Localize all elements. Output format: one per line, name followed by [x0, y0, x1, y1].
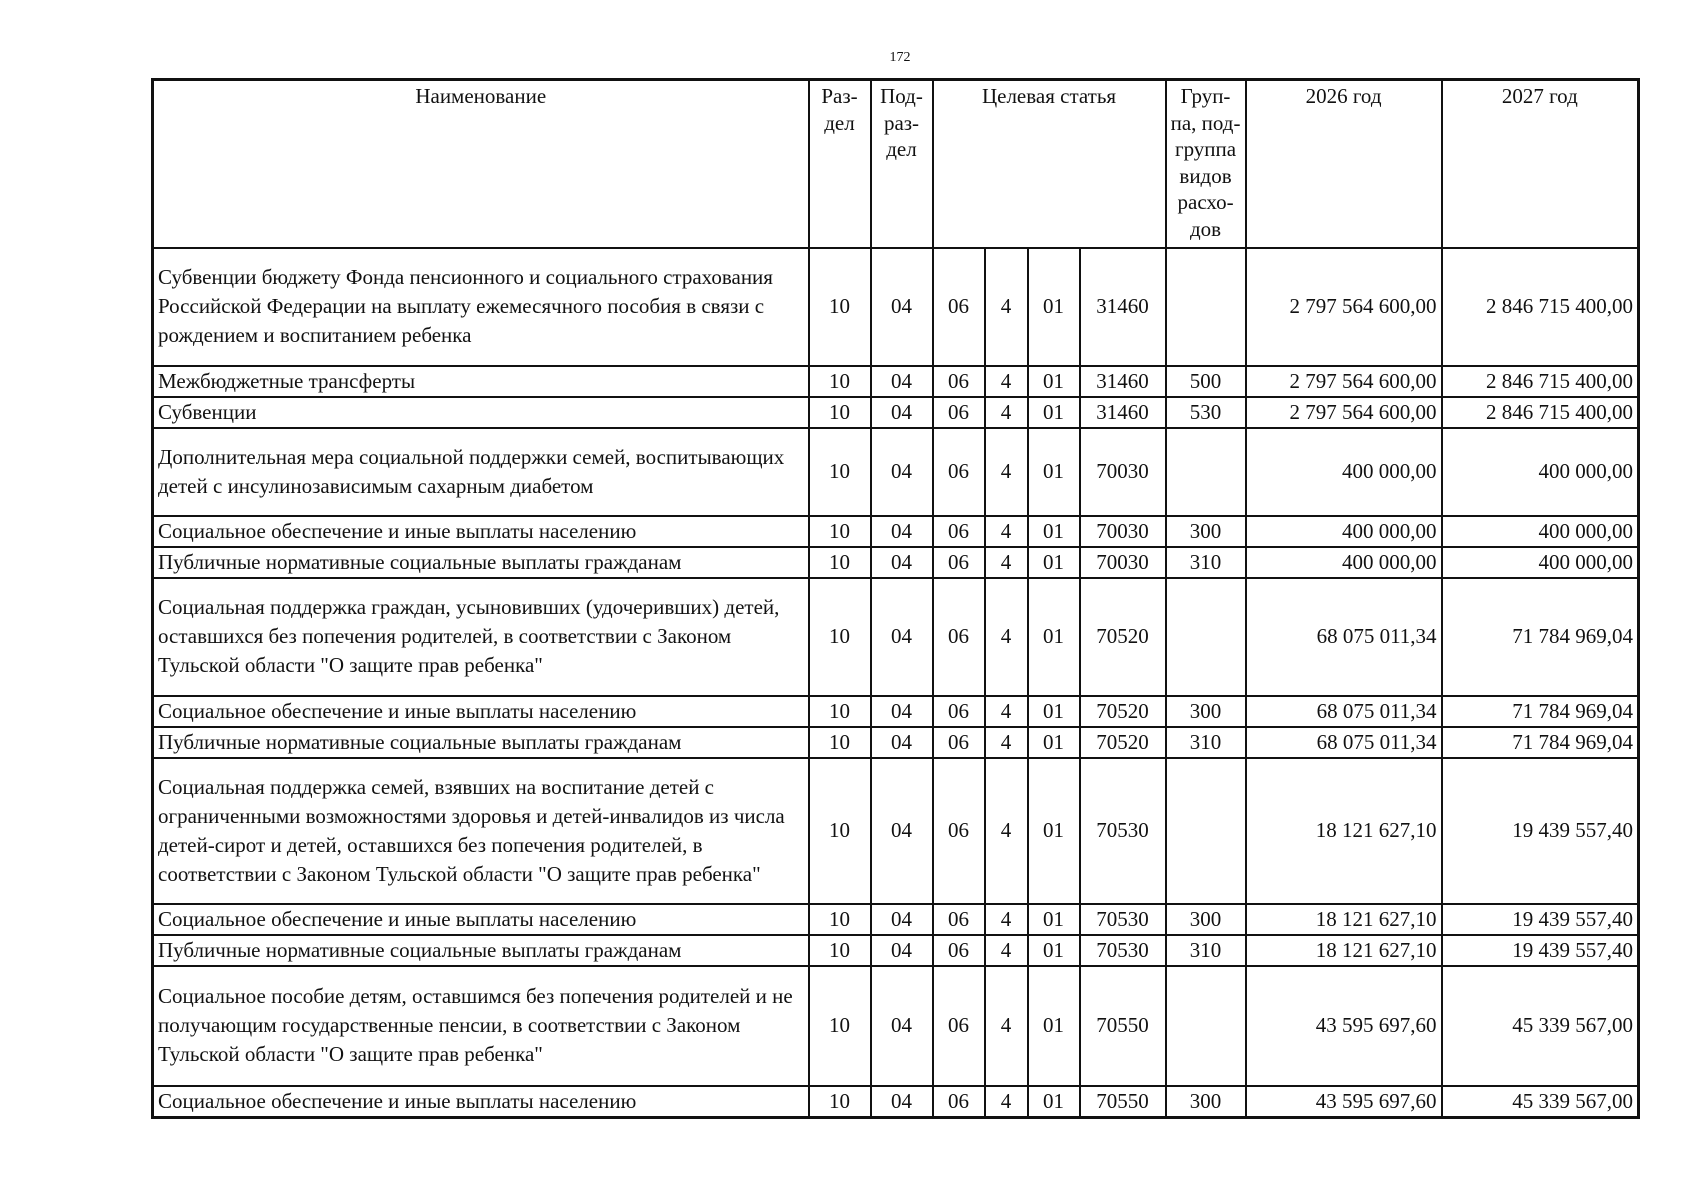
cell-name: Публичные нормативные социальные выплаты гражданам: [153, 547, 809, 578]
cell-cs-program: 06: [933, 516, 985, 547]
cell-cs-direction: 31460: [1080, 397, 1166, 428]
cell-cs-direction: 70550: [1080, 966, 1166, 1086]
cell-2026: 18 121 627,10: [1246, 904, 1442, 935]
table-row: [153, 547, 1639, 578]
cell-cs-subprogram: 01: [1028, 758, 1080, 904]
header-razdel: [809, 80, 871, 248]
cell-cs-subprogram: 01: [1028, 966, 1080, 1086]
cell-cs-subprogram: 01: [1028, 935, 1080, 966]
cell-cs-direction: 70030: [1080, 428, 1166, 516]
table-row: [153, 727, 1639, 758]
budget-table: [151, 78, 1640, 1119]
cell-gruppa: [1166, 428, 1246, 516]
header-celevaya-statya-label: Целевая статья: [981, 84, 1117, 108]
header-gruppa: [1166, 80, 1246, 248]
cell-cs-direction: 70530: [1080, 904, 1166, 935]
cell-cs-direction: 31460: [1080, 366, 1166, 397]
cell-cs-type: 4: [985, 366, 1028, 397]
cell-cs-program: 06: [933, 935, 985, 966]
cell-name: Дополнительная мера социальной поддержки семей, воспитывающих детей с инсулинозависимым сахарным диабетом: [153, 428, 809, 516]
cell-cs-subprogram: 01: [1028, 696, 1080, 727]
cell-cs-program: 06: [933, 904, 985, 935]
table-row: [153, 248, 1639, 366]
cell-podrazdel: 04: [871, 966, 933, 1086]
cell-2027: 400 000,00: [1442, 428, 1639, 516]
cell-cs-type: 4: [985, 248, 1028, 366]
cell-cs-subprogram: 01: [1028, 727, 1080, 758]
page-number: 172: [889, 50, 911, 65]
table-row: [153, 696, 1639, 727]
cell-name: Субвенции: [153, 397, 809, 428]
cell-2027: 19 439 557,40: [1442, 904, 1639, 935]
cell-2026: 400 000,00: [1246, 428, 1442, 516]
cell-podrazdel: 04: [871, 904, 933, 935]
cell-podrazdel: 04: [871, 397, 933, 428]
cell-2026: 2 797 564 600,00: [1246, 248, 1442, 366]
cell-gruppa: 310: [1166, 547, 1246, 578]
cell-razdel: 10: [809, 696, 871, 727]
cell-podrazdel: 04: [871, 1086, 933, 1118]
cell-podrazdel: 04: [871, 758, 933, 904]
cell-name: Публичные нормативные социальные выплаты гражданам: [153, 727, 809, 758]
cell-cs-subprogram: 01: [1028, 516, 1080, 547]
cell-2026: 43 595 697,60: [1246, 966, 1442, 1086]
cell-cs-type: 4: [985, 727, 1028, 758]
header-celevaya-statya: [933, 80, 1166, 248]
cell-razdel: 10: [809, 1086, 871, 1118]
cell-cs-program: 06: [933, 248, 985, 366]
cell-gruppa: [1166, 966, 1246, 1086]
cell-cs-direction: 70520: [1080, 727, 1166, 758]
header-name: [153, 80, 809, 248]
cell-cs-type: 4: [985, 397, 1028, 428]
cell-cs-program: 06: [933, 397, 985, 428]
table-row: [153, 366, 1639, 397]
cell-name: Субвенции бюджету Фонда пенсионного и социального страхования Российской Федерации на выплату ежемесячного пособия в связи с рождением и воспитанием ребенка: [153, 248, 809, 366]
cell-gruppa: [1166, 758, 1246, 904]
cell-cs-program: 06: [933, 578, 985, 696]
cell-cs-direction: 70530: [1080, 758, 1166, 904]
header-name-label: Наименование: [415, 84, 547, 108]
cell-2027: 45 339 567,00: [1442, 1086, 1639, 1118]
cell-2027: 71 784 969,04: [1442, 727, 1639, 758]
cell-cs-program: 06: [933, 547, 985, 578]
cell-cs-program: 06: [933, 366, 985, 397]
cell-cs-type: 4: [985, 1086, 1028, 1118]
cell-2026: 68 075 011,34: [1246, 578, 1442, 696]
cell-cs-subprogram: 01: [1028, 904, 1080, 935]
header-row: [153, 80, 1639, 248]
cell-cs-type: 4: [985, 547, 1028, 578]
cell-name: Социальная поддержка граждан, усыновивших (удочеривших) детей, оставшихся без попечения родителей, в соответствии с Законом Тульской области "О защите прав ребенка": [153, 578, 809, 696]
cell-cs-type: 4: [985, 578, 1028, 696]
cell-razdel: 10: [809, 966, 871, 1086]
cell-2026: 68 075 011,34: [1246, 727, 1442, 758]
cell-podrazdel: 04: [871, 516, 933, 547]
cell-cs-type: 4: [985, 966, 1028, 1086]
cell-gruppa: [1166, 248, 1246, 366]
cell-cs-type: 4: [985, 904, 1028, 935]
table-row: [153, 904, 1639, 935]
cell-podrazdel: 04: [871, 547, 933, 578]
cell-cs-program: 06: [933, 727, 985, 758]
header-2027: [1442, 80, 1639, 248]
cell-name: Социальная поддержка семей, взявших на воспитание детей с ограниченными возможностями здоровья и детей-инвалидов из числа детей-сирот и детей, оставшихся без попечения родителей, в соответствии с Законом Тульской области "О защите прав ребенка": [153, 758, 809, 904]
cell-2026: 43 595 697,60: [1246, 1086, 1442, 1118]
cell-razdel: 10: [809, 397, 871, 428]
cell-cs-subprogram: 01: [1028, 1086, 1080, 1118]
table-row: [153, 935, 1639, 966]
cell-name: Публичные нормативные социальные выплаты гражданам: [153, 935, 809, 966]
cell-cs-subprogram: 01: [1028, 578, 1080, 696]
cell-2027: 19 439 557,40: [1442, 758, 1639, 904]
cell-gruppa: 530: [1166, 397, 1246, 428]
cell-2027: 2 846 715 400,00: [1442, 248, 1639, 366]
cell-2026: 2 797 564 600,00: [1246, 397, 1442, 428]
header-gruppa-label: Груп- па, под- группа видов расхо- дов: [1170, 84, 1241, 241]
cell-gruppa: 310: [1166, 727, 1246, 758]
cell-2026: 68 075 011,34: [1246, 696, 1442, 727]
table-row: [153, 966, 1639, 1086]
cell-razdel: 10: [809, 727, 871, 758]
cell-cs-direction: 70530: [1080, 935, 1166, 966]
cell-cs-program: 06: [933, 966, 985, 1086]
cell-cs-direction: 31460: [1080, 248, 1166, 366]
table-row: [153, 397, 1639, 428]
cell-gruppa: 300: [1166, 516, 1246, 547]
header-podrazdel: [871, 80, 933, 248]
cell-cs-program: 06: [933, 758, 985, 904]
cell-2026: 18 121 627,10: [1246, 935, 1442, 966]
cell-cs-type: 4: [985, 516, 1028, 547]
cell-podrazdel: 04: [871, 578, 933, 696]
cell-razdel: 10: [809, 904, 871, 935]
cell-cs-type: 4: [985, 696, 1028, 727]
cell-podrazdel: 04: [871, 727, 933, 758]
cell-gruppa: 500: [1166, 366, 1246, 397]
cell-2026: 2 797 564 600,00: [1246, 366, 1442, 397]
cell-podrazdel: 04: [871, 935, 933, 966]
cell-podrazdel: 04: [871, 696, 933, 727]
header-razdel-label: Раз- дел: [821, 84, 858, 135]
cell-2027: 2 846 715 400,00: [1442, 366, 1639, 397]
cell-cs-program: 06: [933, 696, 985, 727]
cell-2027: 45 339 567,00: [1442, 966, 1639, 1086]
cell-gruppa: 300: [1166, 696, 1246, 727]
cell-razdel: 10: [809, 366, 871, 397]
cell-cs-subprogram: 01: [1028, 547, 1080, 578]
cell-cs-direction: 70030: [1080, 547, 1166, 578]
cell-2027: 19 439 557,40: [1442, 935, 1639, 966]
cell-cs-program: 06: [933, 1086, 985, 1118]
header-2026-label: 2026 год: [1305, 84, 1382, 108]
table-row: [153, 516, 1639, 547]
cell-name: Межбюджетные трансферты: [153, 366, 809, 397]
cell-gruppa: [1166, 578, 1246, 696]
cell-razdel: 10: [809, 547, 871, 578]
cell-name: Социальное пособие детям, оставшимся без попечения родителей и не получающим государственные пенсии, в соответствии с Законом Тульской области "О защите прав ребенка": [153, 966, 809, 1086]
table-row: [153, 428, 1639, 516]
cell-cs-direction: 70550: [1080, 1086, 1166, 1118]
cell-cs-type: 4: [985, 758, 1028, 904]
cell-name: Социальное обеспечение и иные выплаты населению: [153, 904, 809, 935]
cell-2027: 2 846 715 400,00: [1442, 397, 1639, 428]
cell-cs-subprogram: 01: [1028, 397, 1080, 428]
cell-name: Социальное обеспечение и иные выплаты населению: [153, 1086, 809, 1118]
cell-razdel: 10: [809, 758, 871, 904]
cell-gruppa: 310: [1166, 935, 1246, 966]
table-row: [153, 758, 1639, 904]
cell-cs-program: 06: [933, 428, 985, 516]
cell-gruppa: 300: [1166, 904, 1246, 935]
cell-razdel: 10: [809, 516, 871, 547]
cell-2026: 18 121 627,10: [1246, 758, 1442, 904]
cell-2026: 400 000,00: [1246, 516, 1442, 547]
cell-cs-direction: 70030: [1080, 516, 1166, 547]
cell-cs-type: 4: [985, 428, 1028, 516]
cell-cs-subprogram: 01: [1028, 366, 1080, 397]
cell-razdel: 10: [809, 248, 871, 366]
cell-razdel: 10: [809, 428, 871, 516]
cell-2027: 71 784 969,04: [1442, 696, 1639, 727]
cell-cs-type: 4: [985, 935, 1028, 966]
cell-cs-direction: 70520: [1080, 696, 1166, 727]
cell-podrazdel: 04: [871, 366, 933, 397]
header-2027-label: 2027 год: [1501, 84, 1578, 108]
table-row: [153, 578, 1639, 696]
header-2026: [1246, 80, 1442, 248]
cell-cs-subprogram: 01: [1028, 248, 1080, 366]
header-podrazdel-label: Под- раз- дел: [880, 84, 923, 161]
cell-podrazdel: 04: [871, 428, 933, 516]
cell-2027: 400 000,00: [1442, 516, 1639, 547]
cell-2027: 71 784 969,04: [1442, 578, 1639, 696]
cell-2026: 400 000,00: [1246, 547, 1442, 578]
cell-name: Социальное обеспечение и иные выплаты населению: [153, 516, 809, 547]
cell-gruppa: 300: [1166, 1086, 1246, 1118]
cell-razdel: 10: [809, 578, 871, 696]
cell-cs-subprogram: 01: [1028, 428, 1080, 516]
cell-cs-direction: 70520: [1080, 578, 1166, 696]
cell-name: Социальное обеспечение и иные выплаты населению: [153, 696, 809, 727]
cell-razdel: 10: [809, 935, 871, 966]
cell-podrazdel: 04: [871, 248, 933, 366]
table-row: [153, 1086, 1639, 1118]
cell-2027: 400 000,00: [1442, 547, 1639, 578]
